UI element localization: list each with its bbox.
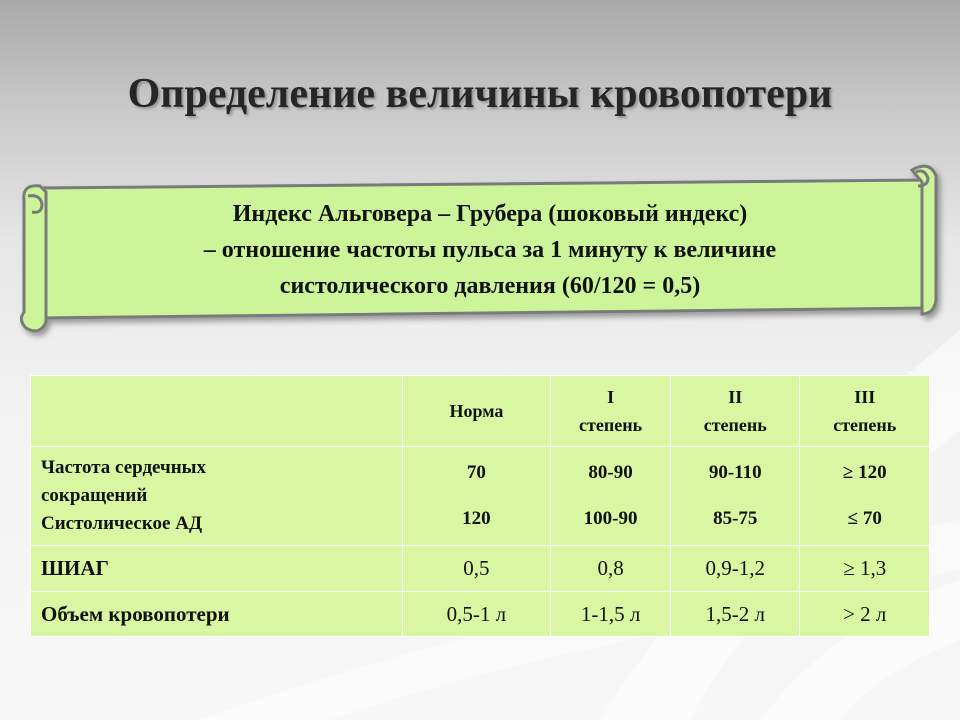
cell-value-heart-rate: ≥ 120 bbox=[842, 462, 887, 483]
header-grade-1-number: I bbox=[607, 387, 615, 407]
header-grade-2 bbox=[671, 376, 800, 447]
cell-grade-3 bbox=[800, 447, 930, 546]
header-norm: Норма bbox=[402, 376, 551, 447]
slide-title: Определение величины кровопотери bbox=[127, 71, 833, 117]
cell-value-heart-rate: 90-110 bbox=[708, 462, 762, 483]
header-grade-2-word: степень bbox=[703, 415, 767, 435]
cell-norm: 0,5-1 л bbox=[402, 592, 551, 637]
header-grade-3-word: степень bbox=[833, 415, 897, 435]
row-label-line: Систолическое АД bbox=[41, 513, 203, 534]
definition-line-1: Индекс Альговера – Грубера (шоковый индекс) bbox=[232, 201, 748, 227]
definition-line-2: – отношение частоты пульса за 1 минуту к величине bbox=[203, 237, 777, 263]
cell-grade-2: 0,9-1,2 bbox=[671, 546, 800, 592]
header-grade-3-number: III bbox=[854, 387, 876, 407]
header-grade-3 bbox=[800, 376, 930, 447]
header-blank-cell bbox=[31, 376, 403, 447]
cell-value-systolic: ≤ 70 bbox=[847, 508, 882, 529]
cell-value-systolic: 120 bbox=[462, 508, 491, 529]
cell-norm: 0,5 bbox=[402, 546, 551, 592]
cell-value-systolic: 100-90 bbox=[583, 508, 638, 529]
cell-grade-3: ≥ 1,3 bbox=[800, 546, 930, 592]
row-label-blood-loss-volume: Объем кровопотери bbox=[31, 592, 403, 637]
definition-line-3: систолического давления (60/120 = 0,5) bbox=[279, 273, 701, 299]
row-label-line: сокращений bbox=[41, 485, 148, 506]
cell-value-heart-rate: 80-90 bbox=[588, 462, 633, 483]
row-label-heart-rate-bp bbox=[31, 447, 403, 546]
cell-grade-1: 0,8 bbox=[551, 546, 671, 592]
cell-grade-1 bbox=[551, 447, 671, 546]
cell-grade-2 bbox=[671, 447, 800, 546]
header-grade-1-word: степень bbox=[579, 415, 643, 435]
header-grade-1 bbox=[551, 376, 671, 447]
definition-text bbox=[60, 196, 920, 304]
table-row bbox=[31, 546, 930, 592]
blood-loss-grading-table bbox=[30, 375, 930, 637]
table-row bbox=[31, 447, 930, 546]
row-label-shock-index: ШИАГ bbox=[31, 546, 403, 592]
cell-grade-1: 1-1,5 л bbox=[551, 592, 671, 637]
cell-value-systolic: 85-75 bbox=[713, 508, 758, 529]
cell-norm bbox=[402, 447, 551, 546]
cell-value-heart-rate: 70 bbox=[466, 462, 486, 483]
table-header-row bbox=[31, 376, 930, 447]
row-label-line: Частота сердечных bbox=[41, 457, 207, 478]
header-grade-2-number: II bbox=[728, 387, 743, 407]
cell-grade-2: 1,5-2 л bbox=[671, 592, 800, 637]
table-row bbox=[31, 592, 930, 637]
cell-grade-3: > 2 л bbox=[800, 592, 930, 637]
